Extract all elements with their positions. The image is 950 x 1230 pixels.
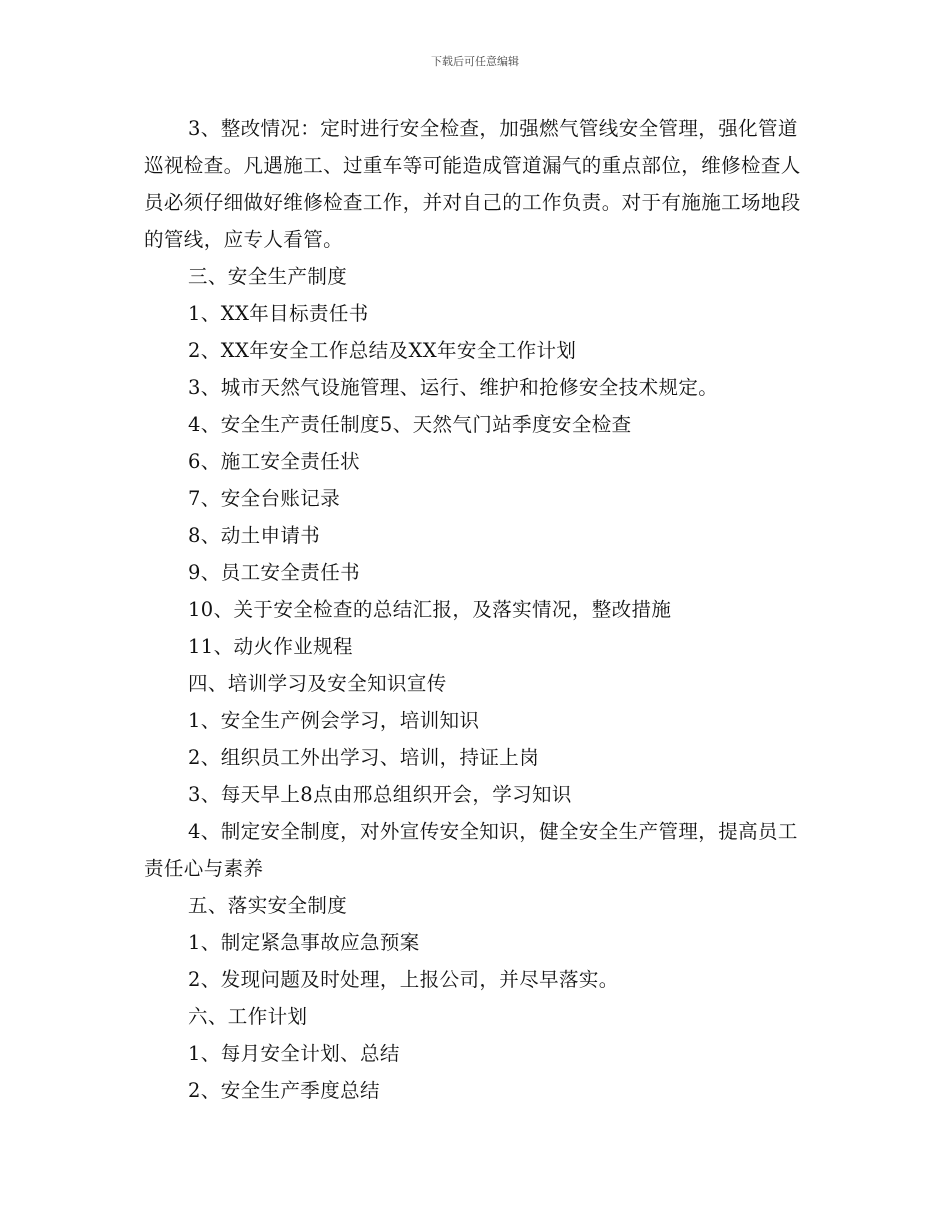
list-item: 4、制定安全制度，对外宣传安全知识，健全安全生产管理，提高员工责任心与素养: [144, 820, 798, 880]
list-item: 2、发现问题及时处理，上报公司，并尽早落实。: [188, 968, 619, 991]
list-item: 2、XX年安全工作总结及XX年安全工作计划: [188, 339, 577, 362]
list-item: 1、制定紧急事故应急预案: [188, 931, 420, 954]
list-item: 1、安全生产例会学习，培训知识: [188, 709, 480, 732]
list-item: 2、组织员工外出学习、培训，持证上岗: [188, 746, 540, 769]
page-header: 下载后可任意编辑: [431, 55, 519, 68]
list-item: 8、动土申请书: [188, 524, 321, 547]
section-heading-safety-system: 三、安全生产制度: [188, 265, 348, 288]
list-item: 3、城市天然气设施管理、运行、维护和抢修安全技术规定。: [188, 376, 719, 399]
section-heading-work-plan: 六、工作计划: [188, 1005, 308, 1028]
document-body: [144, 110, 816, 1109]
section-heading-training: 四、培训学习及安全知识宣传: [188, 672, 447, 695]
section-heading-implement: 五、落实安全制度: [188, 894, 348, 917]
list-item: 7、安全台账记录: [188, 487, 341, 510]
list-item: 6、施工安全责任状: [188, 450, 361, 473]
list-item: 9、员工安全责任书: [188, 561, 361, 584]
list-item: 2、安全生产季度总结: [188, 1079, 380, 1102]
list-item: 1、每月安全计划、总结: [188, 1042, 400, 1065]
list-item: 4、安全生产责任制度5、天然气门站季度安全检查: [188, 413, 632, 436]
list-item: 1、XX年目标责任书: [188, 302, 369, 325]
list-item: 10、关于安全检查的总结汇报，及落实情况，整改措施: [188, 598, 672, 621]
list-item: 11、动火作业规程: [188, 635, 353, 658]
list-item: 3、每天早上8点由邢总组织开会，学习知识: [188, 783, 572, 806]
paragraph-rectification: 3、整改情况：定时进行安全检查，加强燃气管线安全管理，强化管道巡视检查。凡遇施工、过重车等可能造成管道漏气的重点部位，维修检查人员必须仔细做好维修检查工作，并对自己的工作负责。对于有施施工场地段的管线，应专人看管。: [144, 117, 801, 251]
